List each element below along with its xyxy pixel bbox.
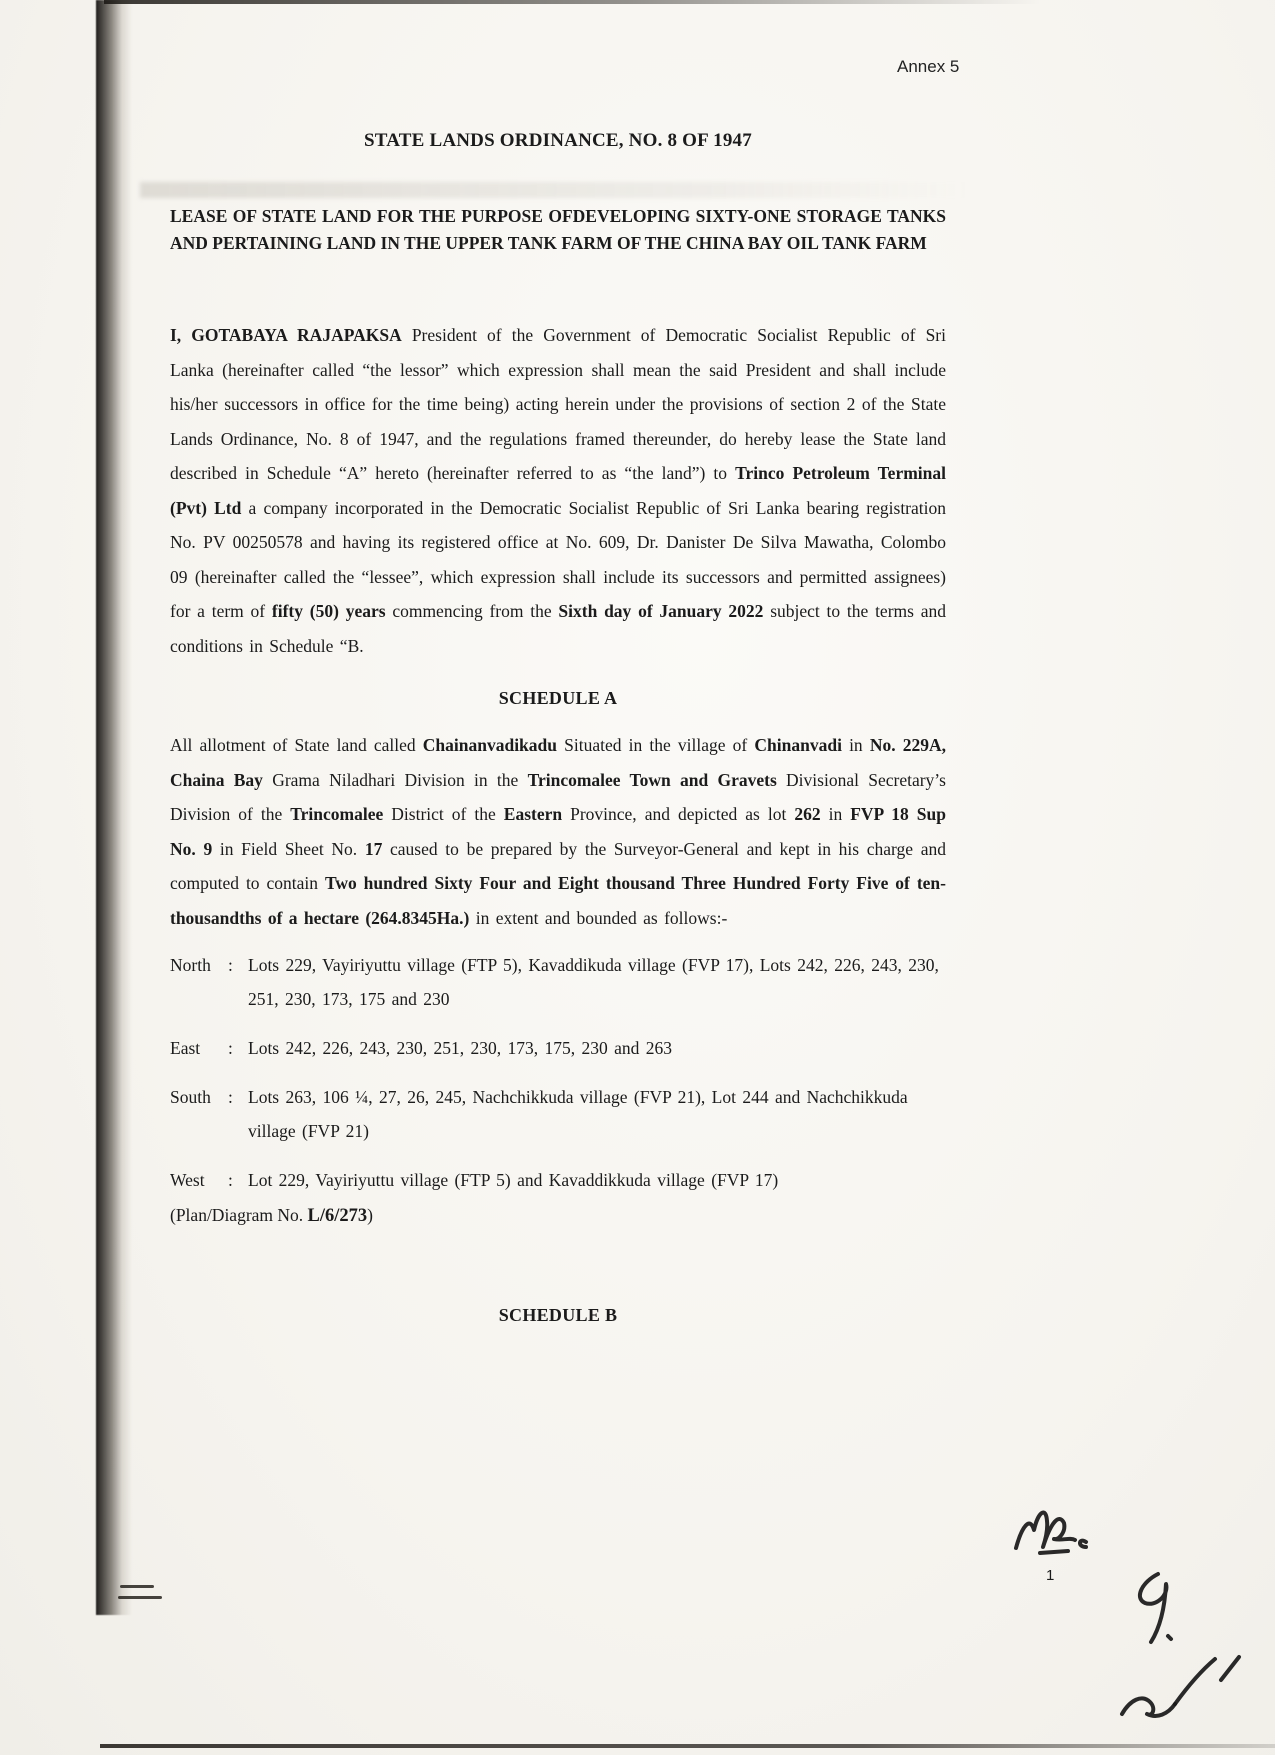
- plan-diagram-number: (Plan/Diagram No. L/6/273): [170, 1205, 373, 1226]
- boundary-colon: :: [228, 1087, 233, 1107]
- boundary-row-east: [170, 1031, 946, 1065]
- boundary-colon: :: [228, 1038, 233, 1058]
- subject-heading: LEASE OF STATE LAND FOR THE PURPOSE OFDEVELOPING SIXTY-ONE STORAGE TANKS AND PERTAINING LAND IN THE UPPER TANK FARM OF THE CHINA BAY OIL TANK FARM: [170, 206, 946, 253]
- scan-edge-shadow-left: [96, 0, 132, 1615]
- boundary-direction: North: [170, 955, 211, 975]
- scan-edge-line-top: [104, 0, 1275, 4]
- scan-artifact-tick: [118, 1596, 162, 1599]
- boundary-colon: :: [228, 955, 233, 975]
- scan-artifact-tick: [120, 1585, 154, 1588]
- scan-smudge: [140, 182, 970, 198]
- boundary-text: Lots 229, Vayiriyuttu village (FTP 5), Kavaddikuda village (FVP 17), Lots 242, 226, 243, 230, 251, 230, 173, 175 and 230: [248, 955, 939, 1009]
- boundary-direction: West: [170, 1170, 205, 1190]
- handwriting-layer: [1000, 1478, 1260, 1755]
- initials-scribble-icon: [1016, 1512, 1086, 1553]
- document-title: STATE LANDS ORDINANCE, NO. 8 OF 1947: [364, 130, 752, 151]
- schedule-b-heading: SCHEDULE B: [498, 1305, 618, 1325]
- schedule-a-heading: SCHEDULE A: [498, 688, 618, 708]
- boundary-row-west: [170, 1163, 946, 1197]
- boundary-direction: East: [170, 1038, 201, 1058]
- annex-label: Annex 5: [897, 57, 960, 76]
- boundary-text: Lot 229, Vayiriyuttu village (FTP 5) and Kavaddikkuda village (FVP 17): [248, 1170, 779, 1190]
- boundary-text: Lots 242, 226, 243, 230, 251, 230, 173, 175, 230 and 263: [248, 1038, 673, 1058]
- page-number: 1: [1046, 1567, 1055, 1584]
- boundary-direction: South: [170, 1087, 211, 1107]
- boundary-text: Lots 263, 106 ¼, 27, 26, 245, Nachchikkuda village (FVP 21), Lot 244 and Nachchikkuda village (FVP 21): [248, 1087, 908, 1141]
- boundary-colon: :: [228, 1170, 233, 1190]
- intro-paragraph: I, GOTABAYA RAJAPAKSA President of the Government of Democratic Socialist Republic of Sri Lanka (hereinafter called “the lessor” which expression shall mean the said President and shall include his/her successors in office for the time being) acting herein under the provisions of section 2 of the State Lands Ordinance, No. 8 of 1947, and the regulations framed thereunder, do hereby lease the State land described in Schedule “A” hereto (hereinafter referred to as “the land”) to Trinco Petroleum Terminal (Pvt) Ltd a company incorporated in the Democratic Socialist Republic of Sri Lanka bearing registration No. PV 00250578 and having its registered office at No. 609, Dr. Danister De Silva Mawatha, Colombo 09 (hereinafter called the “lessee”, which expression shall include its successors and permitted assignees) for a term of fifty (50) years commencing from the Sixth day of January 2022 subject to the terms and conditions in Schedule “B.: [170, 325, 947, 656]
- flourish-scribble-icon: [1122, 1657, 1239, 1716]
- boundary-row-south: [170, 1080, 946, 1148]
- boundaries-list: [170, 948, 946, 1212]
- signature-scribble-icon: [1140, 1574, 1171, 1642]
- schedule-a-paragraph: All allotment of State land called Chainanvadikadu Situated in the village of Chinanvadi in No. 229A, Chaina Bay Grama Niladhari Division in the Trincomalee Town and Gravets Divisional Secretary’s Division of the Trincomalee District of the Eastern Province, and depicted as lot 262 in FVP 18 Sup No. 9 in Field Sheet No. 17 caused to be prepared by the Surveyor-General and kept in his charge and computed to contain Two hundred Sixty Four and Eight thousand Three Hundred Forty Five of ten- thousandths of a hectare (264.8345Ha.) in extent and bounded as follows:-: [170, 735, 947, 928]
- boundary-row-north: [170, 948, 946, 1016]
